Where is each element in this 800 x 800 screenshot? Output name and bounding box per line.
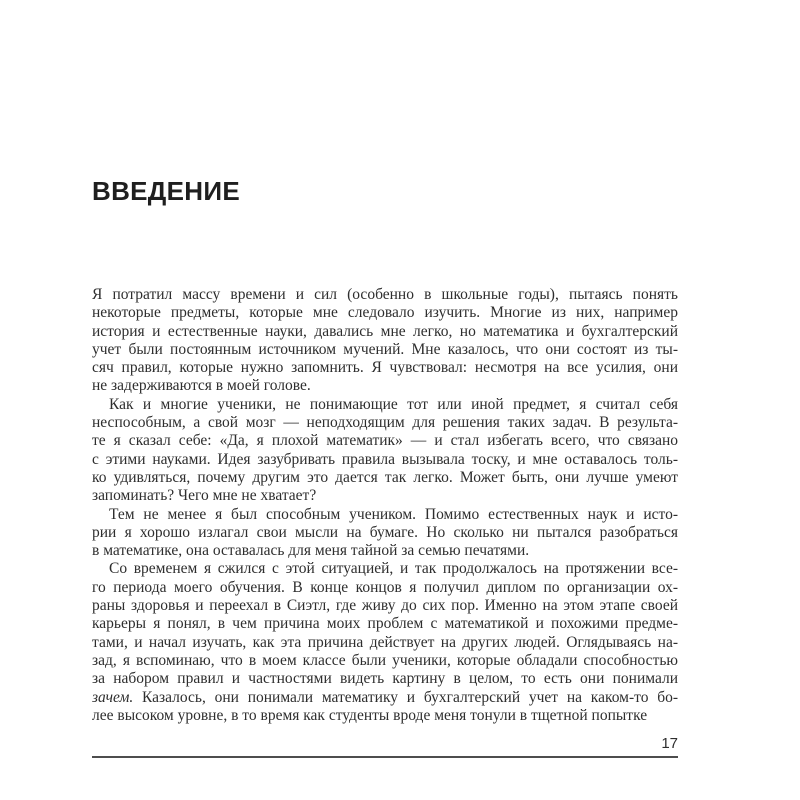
text-line: ко удивляться, почему другим это дается так легко. Может быть, они лучше умеют <box>92 468 678 486</box>
text-line: тами, и начал изучать, как эта причина действует на других людей. Оглядываясь на- <box>92 633 678 651</box>
text-line: некоторые предметы, которые мне следовало изучить. Многие из них, например <box>92 304 678 322</box>
text-line: раны здоровья и переехал в Сиэтл, где живу до сих пор. Именно на этом этапе своей <box>92 597 678 615</box>
footer-rule <box>92 756 678 758</box>
text-line: запоминать? Чего мне не хватает? <box>92 487 317 505</box>
chapter-heading: ВВЕДЕНИЕ <box>92 176 240 206</box>
page-number: 17 <box>661 735 678 752</box>
paragraph <box>92 396 678 506</box>
text-line: неспособным, а свой мозг — неподходящим для решения таких задач. В результа- <box>92 414 678 432</box>
text-line: карьеры я понял, в чем причина моих проблем с математикой и похожими предме- <box>92 615 678 633</box>
text-line: те я сказал себе: «Да, я плохой математик» — и стал избегать всего, что связано <box>92 432 678 450</box>
text-line: рии я хорошо излагал свои мысли на бумаге. Но сколько ни пытался разобраться <box>92 523 678 541</box>
paragraph <box>92 506 678 561</box>
text-line: история и естественные науки, давались мне легко, но математика и бухгалтерский <box>92 322 678 340</box>
text-line: го периода моего обучения. В конце концов я получил диплом по организации ох- <box>92 578 678 596</box>
text-line: учет были постоянным источником мучений. Мне казалось, что они состоят из ты- <box>92 340 678 358</box>
text-line: сяч правил, которые нужно запомнить. Я чувствовал: несмотря на все усилия, они <box>92 359 678 377</box>
text-line: Я потратил массу времени и сил (особенно в школьные годы), пытаясь понять <box>92 286 678 303</box>
text-line: Тем не менее я был способным учеником. Помимо естественных наук и исто- <box>109 505 678 523</box>
body-text <box>92 286 678 725</box>
text-line: зад, я вспоминаю, что в моем классе были ученики, которые обладали способностью <box>92 651 678 669</box>
text-run: Казалось, они понимали математику и бухгалтерский учет на каком-то бо- <box>133 688 678 706</box>
text-line: за набором правил и частностями видеть картину в целом, то есть они понимали <box>92 670 678 688</box>
text-line: Как и многие ученики, не понимающие тот или иной предмет, я считал себя <box>109 395 678 413</box>
paragraph <box>92 286 678 396</box>
text-line <box>92 689 678 707</box>
text-line: Со временем я сжился с этой ситуацией, и так продолжалось на протяжении все- <box>109 560 678 578</box>
text-line: в математике, она оставалась для меня тайной за семью печатями. <box>92 542 530 560</box>
text-line: с этими науками. Идея зазубривать правила вызывала тоску, и мне оставалось толь- <box>92 450 678 468</box>
italic-text-run: зачем. <box>92 688 134 706</box>
text-line: не задерживаются в моей голове. <box>92 377 311 395</box>
text-line: лее высоком уровне, в то время как студенты вроде меня тонули в тщетной попытке <box>92 706 648 724</box>
paragraph <box>92 560 678 725</box>
